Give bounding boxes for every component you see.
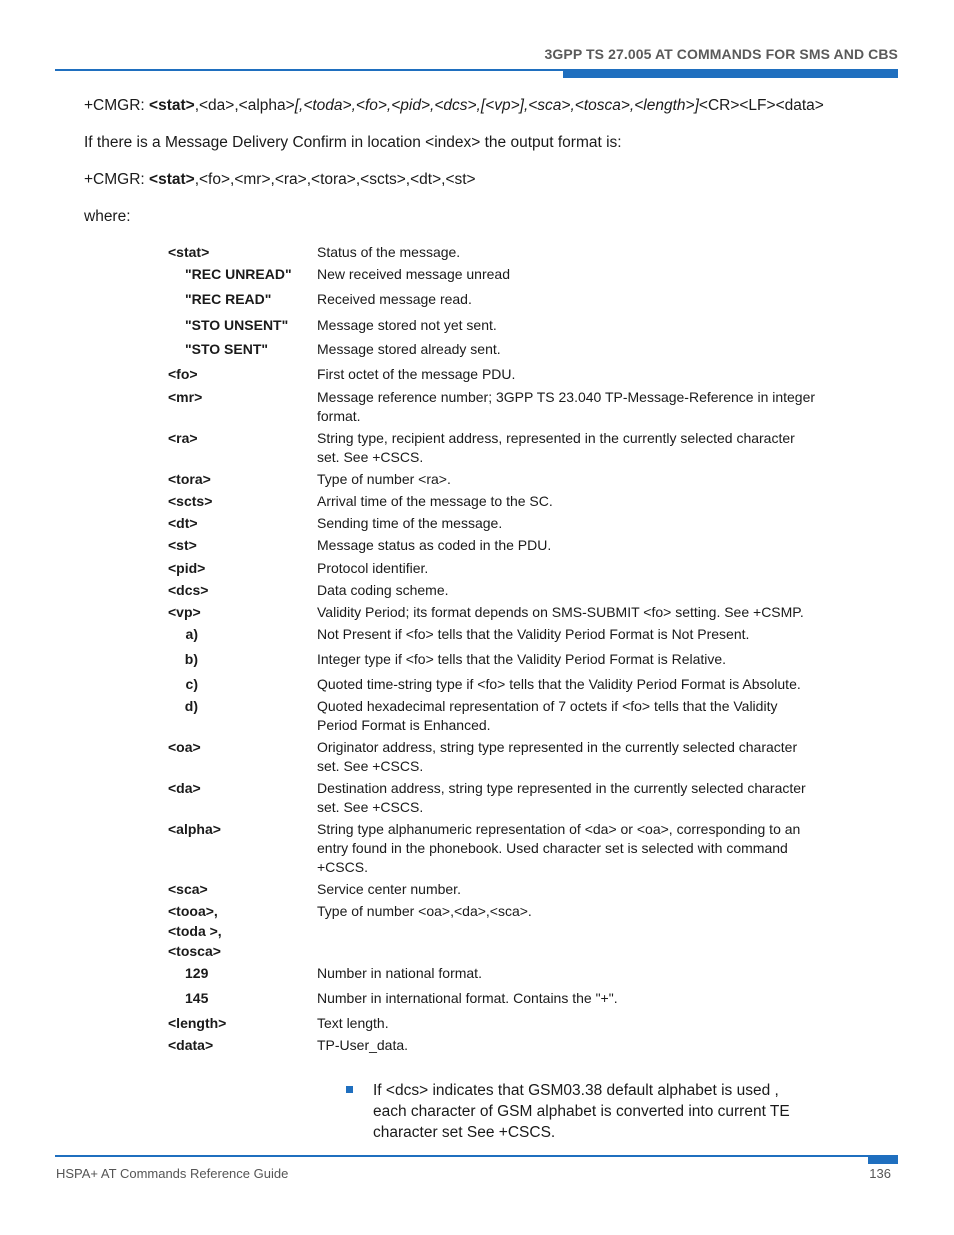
definition-row bbox=[168, 290, 818, 309]
definition-term: "REC UNREAD" bbox=[185, 266, 292, 282]
definition-row bbox=[168, 902, 818, 921]
definition-term: "STO SENT" bbox=[185, 341, 269, 357]
definition-term: a) bbox=[185, 626, 198, 642]
syntax2-rest: ,<fo>,<mr>,<ra>,<tora>,<scts>,<dt>,<st> bbox=[194, 171, 476, 188]
definition-row bbox=[168, 1036, 818, 1055]
definition-term: b) bbox=[184, 651, 198, 667]
definition-term: "STO UNSENT" bbox=[185, 317, 289, 333]
definition-desc: Validity Period; its format depends on SMS-SUBMIT <fo> setting. See +CSMP. bbox=[317, 604, 804, 620]
definition-term: "REC READ" bbox=[185, 291, 272, 307]
definition-term: <fo> bbox=[168, 366, 198, 382]
definition-term: <dcs> bbox=[168, 582, 209, 598]
definition-desc: Arrival time of the message to the SC. bbox=[317, 493, 553, 509]
definition-desc: Protocol identifier. bbox=[317, 560, 429, 576]
definition-desc: Number in international format. Contains the "+". bbox=[317, 990, 618, 1006]
definition-term: <tosca> bbox=[168, 943, 221, 959]
syntax-mid: ,<da>,<alpha> bbox=[194, 97, 295, 114]
definitions-list bbox=[168, 243, 818, 1055]
definition-term: <toda >, bbox=[168, 923, 222, 939]
definition-term: <length> bbox=[168, 1015, 227, 1031]
definition-desc: Data coding scheme. bbox=[317, 582, 449, 598]
definition-desc: Destination address, string type represented in the currently selected character set. See +CSCS. bbox=[317, 780, 806, 815]
definition-row bbox=[168, 559, 818, 578]
definition-term: <mr> bbox=[168, 389, 203, 405]
syntax2-stat: <stat> bbox=[149, 171, 195, 188]
definition-desc: Message stored not yet sent. bbox=[317, 317, 497, 333]
definition-desc: New received message unread bbox=[317, 266, 510, 282]
syntax-suffix: <CR><LF><data> bbox=[698, 97, 824, 114]
definition-row bbox=[168, 243, 818, 262]
definition-row bbox=[168, 470, 818, 489]
definition-row bbox=[168, 340, 818, 359]
definition-row bbox=[168, 581, 818, 600]
definition-row bbox=[168, 820, 818, 877]
definition-term: <da> bbox=[168, 780, 201, 796]
footer-rule bbox=[55, 1155, 898, 1157]
definition-desc: Type of number <ra>. bbox=[317, 471, 451, 487]
definition-term: <data> bbox=[168, 1037, 214, 1053]
definition-term: <pid> bbox=[168, 560, 206, 576]
page-number: 136 bbox=[869, 1166, 891, 1181]
definition-term: <alpha> bbox=[168, 821, 221, 837]
definition-row bbox=[168, 429, 818, 467]
definition-term: <ra> bbox=[168, 430, 198, 446]
definition-term: <tooa>, bbox=[168, 903, 218, 919]
definition-row bbox=[168, 650, 818, 669]
definition-desc: TP-User_data. bbox=[317, 1037, 409, 1053]
header-rule-tab bbox=[563, 69, 898, 78]
definition-term: 145 bbox=[185, 990, 209, 1006]
definition-row bbox=[168, 492, 818, 511]
definition-row bbox=[168, 964, 818, 983]
definition-row bbox=[168, 265, 818, 284]
definition-row bbox=[168, 675, 818, 694]
definition-desc: Quoted time-string type if <fo> tells that the Validity Period Format is Absolute. bbox=[317, 676, 801, 692]
definition-desc: Message status as coded in the PDU. bbox=[317, 537, 552, 553]
definition-term: <oa> bbox=[168, 739, 201, 755]
definition-desc: First octet of the message PDU. bbox=[317, 366, 516, 382]
where-label: where: bbox=[84, 208, 131, 225]
definition-desc: Service center number. bbox=[317, 881, 461, 897]
definition-desc bbox=[317, 942, 818, 961]
syntax-line-1 bbox=[84, 97, 824, 115]
definition-row bbox=[168, 536, 818, 555]
definition-desc: Not Present if <fo> tells that the Validity Period Format is Not Present. bbox=[317, 626, 750, 642]
definition-term: <stat> bbox=[168, 244, 210, 260]
definition-term: <dt> bbox=[168, 515, 198, 531]
data-bullet bbox=[346, 1080, 806, 1143]
definition-term: <scts> bbox=[168, 493, 213, 509]
definition-desc: Text length. bbox=[317, 1015, 389, 1031]
definition-row bbox=[168, 1014, 818, 1033]
syntax-stat: <stat> bbox=[149, 97, 195, 114]
definition-desc: Received message read. bbox=[317, 291, 472, 307]
definition-row bbox=[168, 603, 818, 622]
syntax2-prefix: +CMGR: bbox=[84, 171, 150, 188]
definition-term: d) bbox=[184, 698, 198, 714]
definition-row bbox=[168, 779, 818, 817]
definition-row bbox=[168, 388, 818, 426]
definition-desc: Quoted hexadecimal representation of 7 octets if <fo> tells that the Validity Period Format is Enhanced. bbox=[317, 698, 778, 733]
syntax-line-2 bbox=[84, 171, 476, 189]
definition-row bbox=[168, 365, 818, 384]
definition-desc: Integer type if <fo> tells that the Validity Period Format is Relative. bbox=[317, 651, 727, 667]
definition-term: c) bbox=[185, 676, 198, 692]
definition-desc: Status of the message. bbox=[317, 244, 461, 260]
delivery-confirm-note: If there is a Message Delivery Confirm in location <index> the output format is: bbox=[84, 134, 622, 151]
definition-desc: Number in national format. bbox=[317, 965, 482, 981]
definition-desc: Type of number <oa>,<da>,<sca>. bbox=[317, 903, 532, 919]
definition-row bbox=[168, 697, 818, 735]
definition-desc: Message stored already sent. bbox=[317, 341, 501, 357]
definition-desc: Originator address, string type represented in the currently selected character set. See +CSCS. bbox=[317, 739, 798, 774]
syntax-optional: [,<toda>,<fo>,<pid>,<dcs>,[<vp>],<sca>,<tosca>,<length>] bbox=[294, 97, 699, 114]
definition-term: <tora> bbox=[168, 471, 211, 487]
definition-term: <st> bbox=[168, 537, 197, 553]
definition-row bbox=[168, 316, 818, 335]
definition-row bbox=[168, 514, 818, 533]
bullet-text: If <dcs> indicates that GSM03.38 default alphabet is used , each character of GSM alphabet is converted into current TE character set See +CSCS. bbox=[373, 1082, 790, 1141]
definition-row bbox=[168, 880, 818, 899]
definition-desc bbox=[317, 922, 818, 941]
square-bullet-icon bbox=[346, 1086, 353, 1093]
footer-rule-tab bbox=[868, 1155, 898, 1164]
definition-term: <sca> bbox=[168, 881, 208, 897]
definition-desc: Message reference number; 3GPP TS 23.040 TP-Message-Reference in integer format. bbox=[317, 389, 816, 424]
definition-desc: Sending time of the message. bbox=[317, 515, 503, 531]
definition-desc: String type alphanumeric representation of <da> or <oa>, corresponding to an entry found in the phonebook. Used character set is selected with command +CSCS. bbox=[317, 821, 801, 875]
definition-desc: String type, recipient address, represented in the currently selected character set. See +CSCS. bbox=[317, 430, 795, 465]
definition-row bbox=[168, 989, 818, 1008]
definition-row bbox=[168, 625, 818, 644]
definition-row bbox=[168, 942, 818, 961]
footer-doc-title: HSPA+ AT Commands Reference Guide bbox=[56, 1166, 289, 1181]
definition-row bbox=[168, 922, 818, 941]
syntax-prefix: +CMGR: bbox=[84, 97, 150, 114]
definition-term: <vp> bbox=[168, 604, 201, 620]
page-header-title: 3GPP TS 27.005 AT COMMANDS FOR SMS AND CBS bbox=[544, 46, 898, 62]
definition-row bbox=[168, 738, 818, 776]
definition-term: 129 bbox=[185, 965, 209, 981]
